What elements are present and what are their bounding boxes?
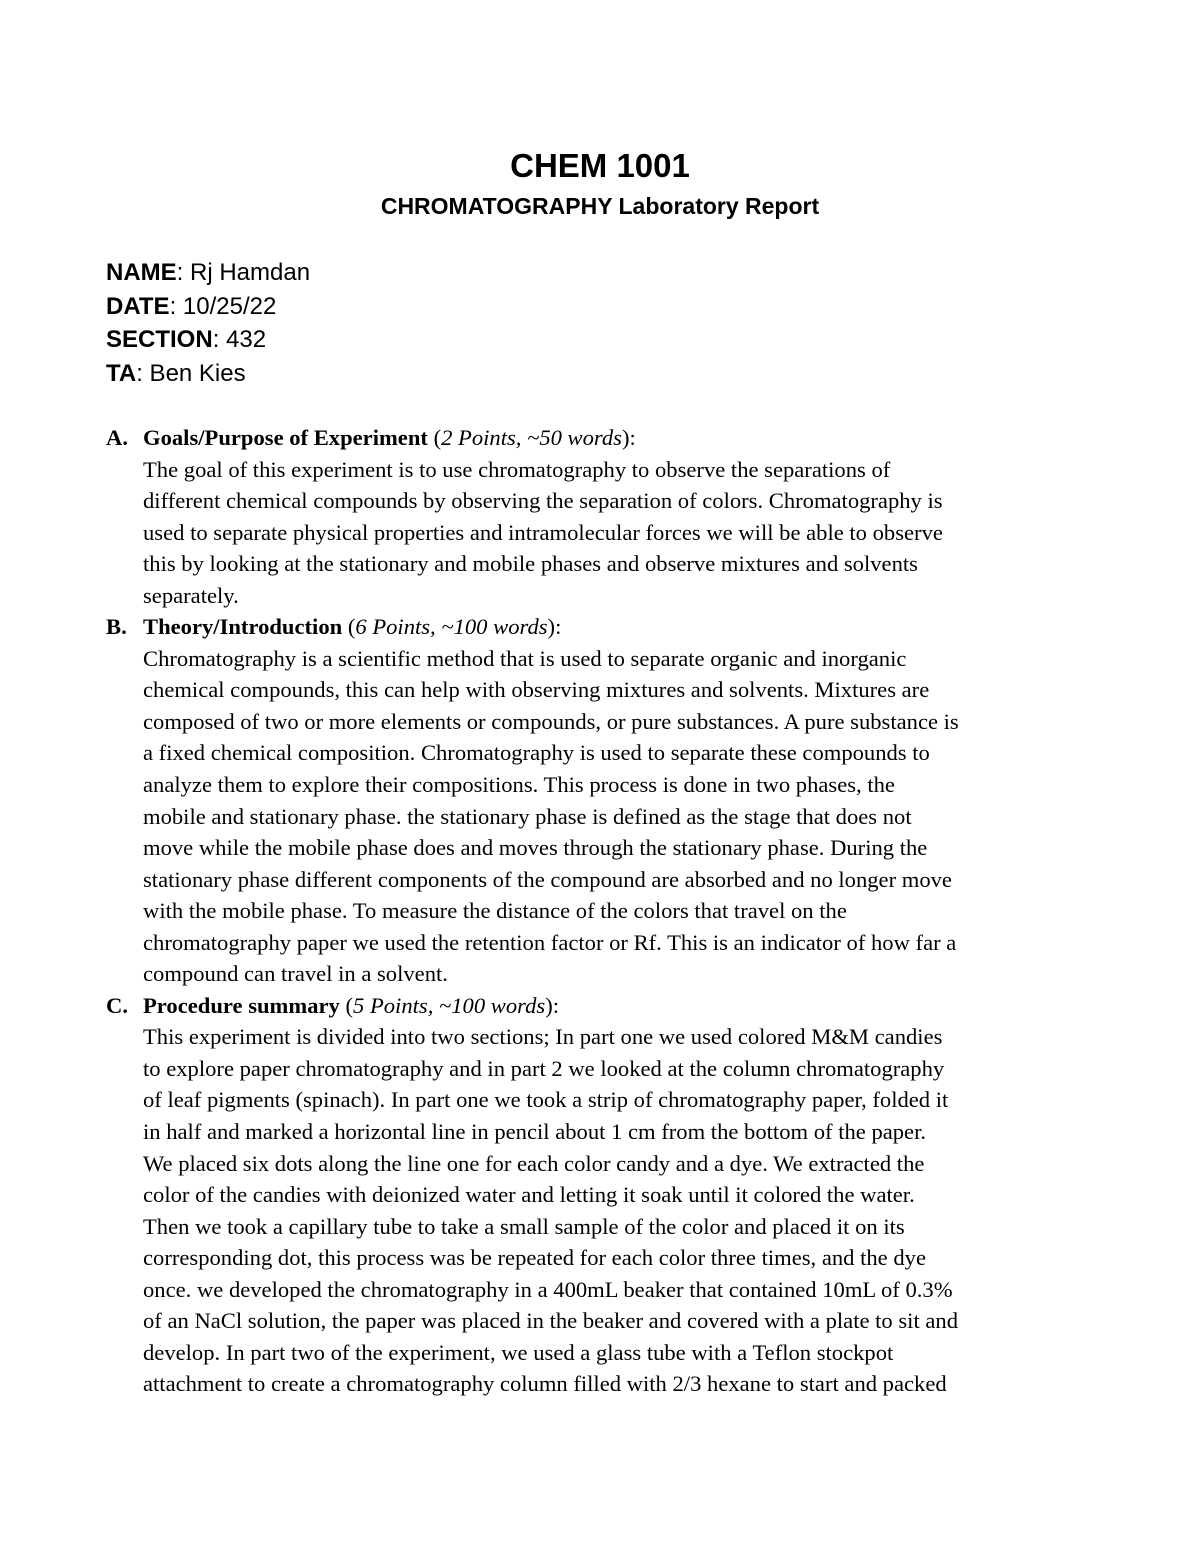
section-title: Goals/Purpose of Experiment [143, 425, 428, 450]
section-points: 2 Points, ~50 words [441, 425, 622, 450]
report-title: CHROMATOGRAPHY Laboratory Report [380, 193, 820, 219]
name-value: : Rj Hamdan [176, 259, 311, 286]
section-row [106, 323, 310, 357]
section-theory [106, 611, 1146, 990]
section-letter: B. [106, 614, 127, 640]
date-value: : 10/25/22 [169, 292, 277, 320]
name-row [106, 256, 310, 290]
name-label: NAME [106, 259, 177, 286]
section-points: 6 Points, ~100 words [355, 614, 548, 640]
section-heading [106, 611, 1146, 643]
ta-row [106, 357, 310, 391]
points-close: ): [547, 614, 562, 640]
student-info [106, 256, 310, 390]
ta-value: : Ben Kies [136, 359, 246, 387]
report-sections [106, 422, 1146, 1400]
section-title: Theory/Introduction [143, 614, 343, 640]
section-title: Procedure summary [143, 992, 340, 1018]
points-close: ): [621, 425, 636, 450]
date-label: DATE [106, 292, 170, 320]
course-title: CHEM 1001 [510, 147, 690, 184]
section-letter: A. [106, 425, 128, 450]
points-open: ( [342, 614, 356, 640]
points-close: ): [545, 992, 559, 1018]
ta-label: TA [106, 359, 137, 387]
section-letter: C. [106, 992, 128, 1018]
section-procedure [106, 990, 1146, 1400]
points-open: ( [339, 992, 354, 1018]
section-body: This experiment is divided into two sections; In part one we used colored M&M candies to explore paper chromatography and in part 2 we looked at the column chromatography of leaf pigments (spinach). In part one we took a strip of chromatography paper, folded it in half and marked a horizontal line in pencil about 1 cm from the bottom of the paper. We placed six dots along the line one for each color candy and a dye. We extracted the color of the candies with deionized water and letting it soak until it colored the water. Then we took a capillary tube to take a small sample of the color and placed it on its corresponding dot, this process was be repeated for each color three times, and the dye once. we developed the chromatography in a 400mL beaker that contained 10mL of 0.3% of an NaCl solution, the paper was placed in the beaker and covered with a plate to sit and develop. In part two of the experiment, we used a glass tube with a Teflon stockpot attachment to create a chromatography column filled with 2/3 hexane to start and packed [143, 1024, 958, 1397]
section-body: The goal of this experiment is to use chromatography to observe the separations of different chemical compounds by observing the separation of colors. Chromatography is used to separate physical properties and intramolecular forces we will be able to observe this by looking at the stationary and mobile phases and observe mixtures and solvents separately. [143, 456, 943, 608]
date-row [106, 290, 310, 324]
section-heading [106, 990, 1146, 1022]
section-heading [106, 422, 1146, 454]
section-points: 5 Points, ~100 words [353, 992, 546, 1018]
points-open: ( [427, 425, 442, 450]
section-goals [106, 422, 1146, 611]
section-body: Chromatography is a scientific method that is used to separate organic and inorganic chemical compounds, this can help with observing mixtures and solvents. Mixtures are composed of two or more elements or compounds, or pure substances. A pure substance is a fixed chemical composition. Chromatography is used to separate these compounds to analyze them to explore their compositions. This process is done in two phases, the mobile and stationary phase. the stationary phase is defined as the stage that does not move while the mobile phase does and moves through the stationary phase. During the stationary phase different components of the compound are absorbed and no longer move with the mobile phase. To measure the distance of the colors that travel on the chromatography paper we used the retention factor or Rf. This is an indicator of how far a compound can travel in a solvent. [143, 645, 959, 987]
section-label: SECTION [106, 326, 213, 353]
section-value: : 432 [212, 326, 267, 353]
